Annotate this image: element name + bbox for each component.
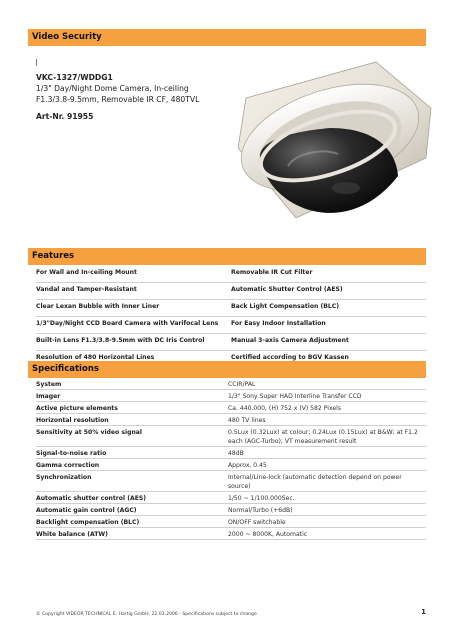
spec-value: 480 TV lines [228,417,266,424]
feature-item: Built-in Lens F1.3/3.8-9.5mm with DC Iris Control [36,337,205,344]
table-row [36,402,426,414]
footer-copyright: © Copyright VIDEOR TECHNICAL E. Hartig GmbH, 22.03.2006 - Specifications subject to change [36,612,257,617]
spec-value: Internal/Line-lock (automatic detection depend on power source) [228,474,402,490]
table-row [36,459,426,471]
spec-label: Imager [36,393,61,400]
table-row [36,266,426,283]
spec-value: 1/50 ~ 1/100.000Sec. [228,495,295,502]
table-row [36,504,426,516]
feature-item: For Easy Indoor Installation [231,320,326,327]
spec-label: Automatic gain control (AGC) [36,507,137,514]
spec-label: Signal-to-noise ratio [36,450,107,457]
feature-item: Back Light Compensation (BLC) [231,303,340,310]
spec-label: Automatic shutter control (AES) [36,495,147,502]
spec-value: CCIR/PAL [228,381,256,388]
spec-value: ON/OFF switchable [228,519,286,526]
spec-label: Horizontal resolution [36,417,109,424]
spec-value: 1/3" Sony Super HAD Interline Transfer CCD [228,393,362,400]
spec-value: Approx. 0.45 [228,462,267,469]
feature-item: Resolution of 480 Horizontal Lines [36,354,155,361]
spec-label: System [36,381,62,388]
table-row [36,317,426,334]
table-row [36,378,426,390]
table-row [36,283,426,300]
spec-label: Active picture elements [36,405,118,412]
spec-label: Sensitivity at 50% video signal [36,429,142,436]
spec-label: Backlight compensation (BLC) [36,519,140,526]
feature-item: Removable IR Cut Filter [231,269,313,276]
table-row [36,516,426,528]
product-description-line1: 1/3" Day/Night Dome Camera, In-ceiling [36,84,189,93]
table-row [36,528,426,540]
article-number: Art-Nr. 91955 [36,112,94,121]
spec-value: 0.5Lux (0.32Lux) at colour; 0.24Lux (0.15Lux) at B&W; at F1.2 each (AGC-Turbo); VT measurement result [228,429,418,445]
spec-label: Gamma correction [36,462,100,469]
spec-label: Synchronization [36,474,92,481]
table-row [36,492,426,504]
spec-value: 48dB [228,450,244,457]
table-row [36,390,426,402]
feature-item: Manual 3-axis Camera Adjustment [231,337,349,344]
feature-item: Automatic Shutter Control (AES) [231,286,343,293]
section-header-specifications: Specifications [28,361,426,378]
product-description-line2: F1.3/3.8-9.5mm, Removable IR CF, 480TVL [36,95,200,104]
specifications-table [36,378,426,540]
product-code: VKC-1327/WDDG1 [36,73,113,82]
spec-value: Normal/Turbo (+6dB) [228,507,293,514]
table-row [36,447,426,459]
table-row [36,300,426,317]
section-header-video-security: Video Security [28,29,426,46]
features-table [36,266,426,368]
feature-item: Vandal and Tamper-Resistant [36,286,137,293]
feature-item: For Wall and In-ceiling Mount [36,269,137,276]
feature-item: 1/3"Day/Night CCD Board Camera with Varifocal Lens [36,320,219,327]
feature-item: Certified according to BGV Kassen [231,354,349,361]
table-row [36,471,426,492]
spec-value: Ca. 440.000, (H) 752 x (V) 582 Pixels [228,405,342,412]
page-number: 1 [421,608,426,616]
section-header-features: Features [28,248,426,265]
table-row [36,414,426,426]
text-cursor [36,59,37,66]
product-info [36,72,236,122]
table-row [36,426,426,447]
spec-label: White balance (ATW) [36,531,108,538]
dome-camera-image [226,58,436,240]
table-row [36,334,426,351]
feature-item: Clear Lexan Bubble with Inner Liner [36,303,160,310]
spec-value: 2000 ~ 8000K, Automatic [228,531,308,538]
